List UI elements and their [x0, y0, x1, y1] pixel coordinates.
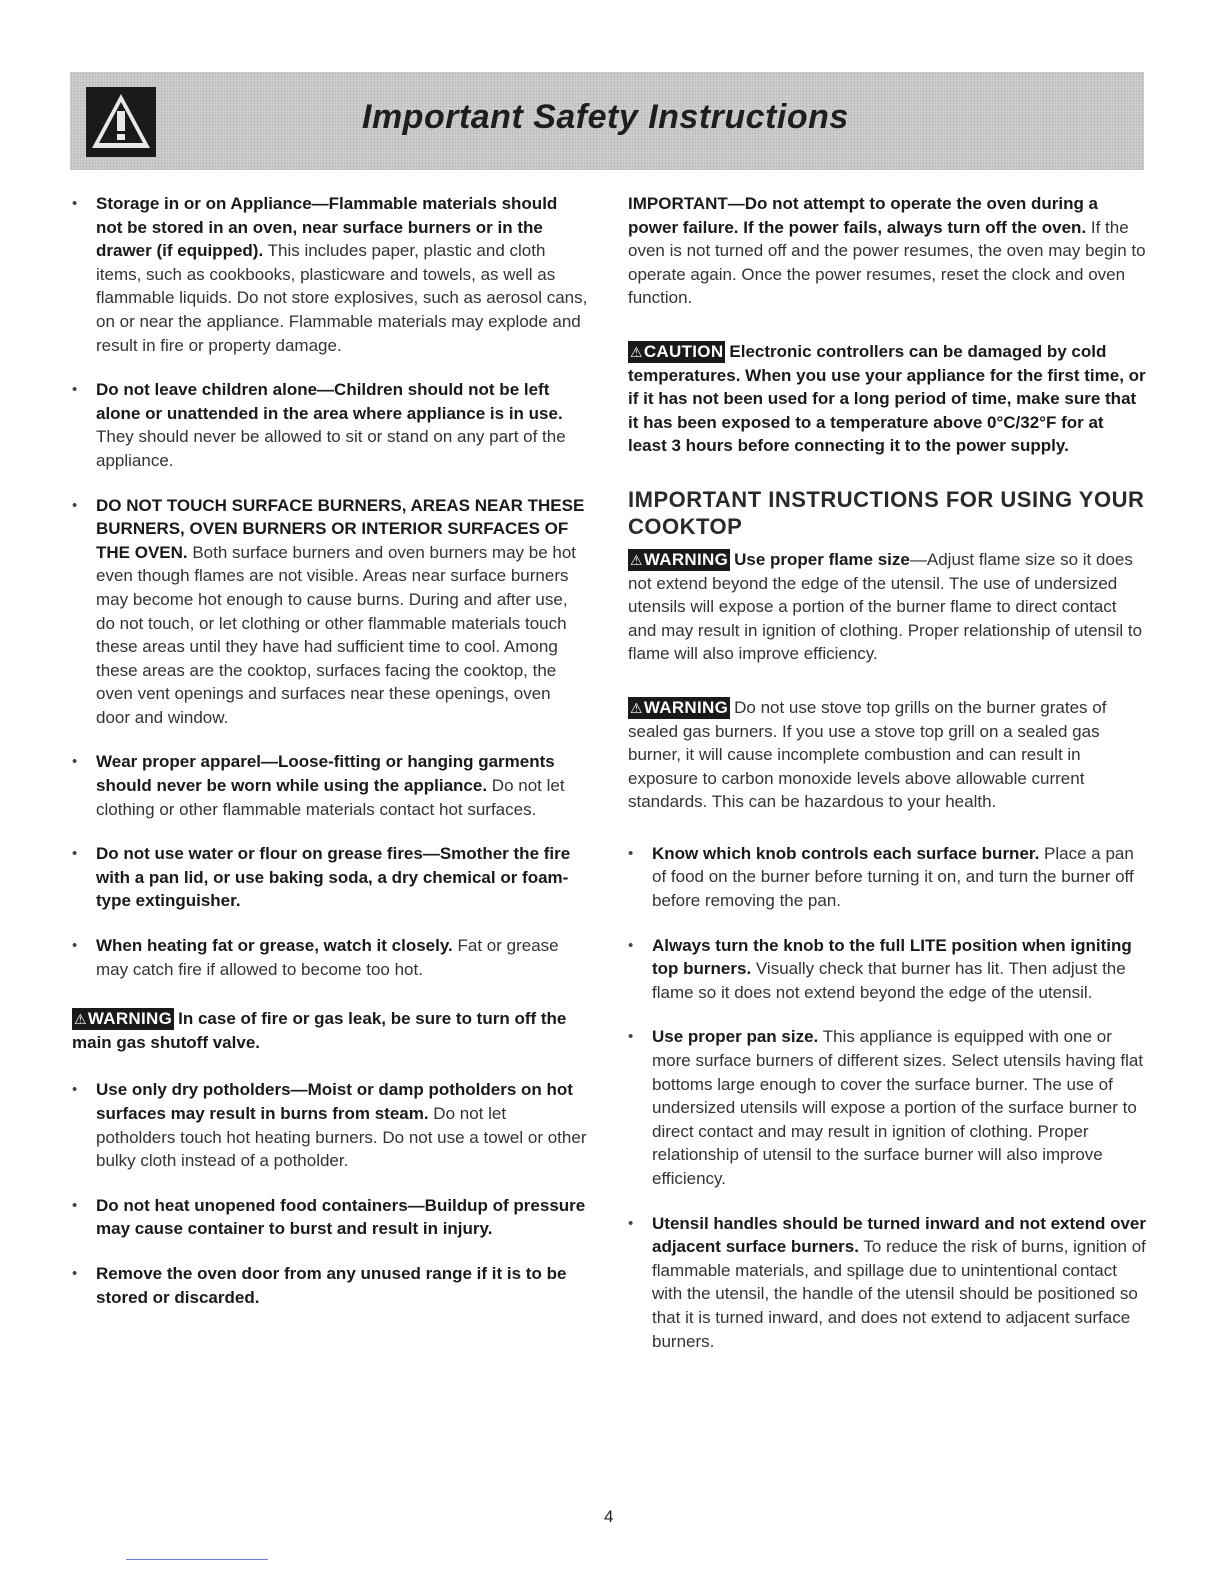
instruction-bold: DO NOT TOUCH SURFACE BURNERS, AREAS NEAR THESE BURNERS, OVEN BURNERS OR INTERIOR SURFACES OF THE OVEN.: [96, 495, 585, 562]
section-heading: IMPORTANT INSTRUCTIONS FOR USING YOUR COOKTOP: [628, 486, 1145, 539]
caution-label: ⚠CAUTION: [630, 341, 724, 361]
warning-triangle-icon: ⚠: [74, 1011, 87, 1028]
left-column: [72, 192, 588, 1330]
list-item: [72, 1078, 588, 1172]
footer-divider: [126, 1559, 268, 1560]
instruction-text: This appliance is equipped with one or more surface burners of different sizes. Select utensils having flat bottoms large enough to cover the surface burner. The use of undersized utensils will expose a portion of the surface burner to direct contact and may result in ignition of clothing. Proper relationship of utensil to the surface burner will also improve efficiency.: [652, 1027, 1144, 1188]
warning-text: Do not use stove top grills on the burner grates of sealed gas burners. If you use a stove top grill on a sealed gas burner, it will cause incomplete combustion and can result in exposure to carbon monoxide levels above allowable current standards. This can be hazardous to your health.: [628, 697, 1107, 812]
instruction-bold: When heating fat or grease, watch it closely.: [96, 936, 453, 956]
list-item: [628, 1212, 1146, 1354]
caution-notice: [628, 340, 1146, 458]
page-title: Important Safety Instructions: [362, 98, 849, 136]
warning-text: —Adjust flame size so it does not extend beyond the edge of the utensil. The use of undersized utensils will expose a portion of the burner flame to direct contact and may result in ignition of clothing. Proper relationship of utensil to flame will also improve efficiency.: [628, 549, 1143, 664]
list-item: [72, 934, 588, 981]
warning-label: ⚠WARNING: [630, 549, 729, 569]
caution-text: Electronic controllers can be damaged by cold temperatures. When you use your appliance for the first time, or if it has not been used for a long period of time, make sure that it has been exposed to a temperature above 0°C/32°F for at least 3 hours before connecting it to the power supply.: [628, 341, 1146, 456]
important-bold: IMPORTANT—Do not attempt to operate the oven during a power failure. If the power fails, always turn off the oven.: [628, 194, 1099, 237]
warning-bold: Use proper flame size: [734, 549, 910, 569]
instruction-bold: Storage in or on Appliance—Flammable materials should not be stored in an oven, near surface burners or in the drawer (if equipped).: [96, 194, 558, 261]
important-notice: [628, 192, 1146, 310]
list-item: [72, 192, 588, 357]
instruction-text: Do not let potholders touch hot heating burners. Do not use a towel or other bulky cloth instead of a potholder.: [96, 1104, 587, 1171]
instruction-bold: Know which knob controls each surface burner.: [652, 843, 1040, 863]
bullet-icon: •: [72, 1196, 78, 1214]
bullet-icon: •: [72, 1264, 78, 1282]
instruction-bold: Use proper pan size.: [652, 1027, 819, 1047]
list-item: [72, 378, 588, 472]
warning-label: ⚠WARNING: [74, 1009, 173, 1029]
instruction-text: To reduce the risk of burns, ignition of flammable materials, and spillage due to unintentional contact with the utensil, the handle of the utensil should be positioned so that it is turned inward, and does not extend to adjacent surface burners.: [652, 1237, 1146, 1351]
bullet-icon: •: [628, 936, 634, 954]
instruction-bold: Wear proper apparel—Loose-fitting or hanging garments should never be worn while using the appliance.: [96, 752, 555, 796]
page-number: 4: [604, 1507, 614, 1526]
warning-triangle-icon: ⚠: [630, 699, 643, 716]
list-item: [72, 750, 588, 821]
list-item: [628, 842, 1146, 913]
instruction-text: Both surface burners and oven burners may be hot even though flames are not visible. Areas near surface burners may become hot enough to cause burns. During and after use, do not touch, or let clothing or other flammable materials touch these areas until they have had sufficient time to cool. Among these areas are the cooktop, surfaces facing the cooktop, the oven vent openings and surfaces near these openings, oven door and window.: [96, 542, 577, 727]
list-item: [72, 842, 588, 913]
warning-triangle-icon: ⚠: [630, 551, 643, 568]
title-banner: [70, 72, 1144, 170]
bullet-icon: •: [628, 1214, 634, 1232]
instruction-text: This includes paper, plastic and cloth items, such as cookbooks, plasticware and towels, as well as flammable liquids. Do not store explosives, such as aerosol cans, on or near the appliance. Flammable materials may explode and result in fire or property damage.: [96, 241, 588, 355]
instruction-text: They should never be allowed to sit or stand on any part of the appliance.: [96, 427, 566, 470]
instruction-bold: Use only dry potholders—Moist or damp potholders on hot surfaces may result in burns from steam.: [96, 1080, 573, 1123]
instruction-text: Fat or grease may catch fire if allowed to become too hot.: [96, 936, 559, 979]
warning-text: In case of fire or gas leak, be sure to turn off the main gas shutoff valve.: [72, 1009, 567, 1052]
instruction-text: Place a pan of food on the burner before turning it on, and turn the burner off before removing the pan.: [652, 843, 1134, 911]
list-item: [72, 1262, 588, 1309]
list-item: [628, 934, 1146, 1005]
warning-label: ⚠WARNING: [630, 697, 729, 717]
list-item: [628, 1025, 1146, 1190]
bullet-icon: •: [72, 753, 78, 771]
bullet-icon: •: [628, 1028, 634, 1046]
important-text: If the oven is not turned off and the power resumes, the oven may begin to operate again. Once the power resumes, reset the clock and oven function.: [628, 217, 1146, 308]
instruction-bold: Remove the oven door from any unused range if it is to be stored or discarded.: [96, 1263, 567, 1307]
bullet-icon: •: [72, 1081, 78, 1099]
instruction-bold: Do not leave children alone—Children should not be left alone or unattended in the area where appliance is in use.: [96, 380, 563, 423]
bullet-icon: •: [72, 845, 78, 863]
instruction-text: Do not let clothing or other flammable materials contact hot surfaces.: [96, 776, 565, 819]
warning-notice: [72, 1007, 588, 1054]
warning-notice: [628, 548, 1146, 666]
right-column: [628, 192, 1146, 1374]
instruction-text: Visually check that burner has lit. Then adjust the flame so it does not extend beyond the edge of the utensil.: [652, 959, 1126, 1002]
instruction-bold: Do not use water or flour on grease fires—Smother the fire with a pan lid, or use baking soda, a dry chemical or foam-type extinguisher.: [96, 844, 571, 911]
bullet-icon: •: [628, 844, 634, 862]
bullet-icon: •: [72, 496, 78, 514]
warning-triangle-icon: ⚠: [630, 343, 643, 360]
instruction-bold: Always turn the knob to the full LITE position when igniting top burners.: [652, 935, 1132, 979]
instruction-bold: Do not heat unopened food containers—Buildup of pressure may cause container to burst and result in injury.: [96, 1195, 586, 1239]
instruction-bold: Utensil handles should be turned inward and not extend over adjacent surface burners.: [652, 1213, 1147, 1257]
bullet-icon: •: [72, 937, 78, 955]
warning-notice: [628, 696, 1146, 814]
bullet-icon: •: [72, 195, 78, 212]
list-item: [72, 1194, 588, 1241]
bullet-icon: •: [72, 381, 78, 399]
list-item: [72, 494, 588, 730]
warning-triangle-icon: [86, 87, 156, 157]
